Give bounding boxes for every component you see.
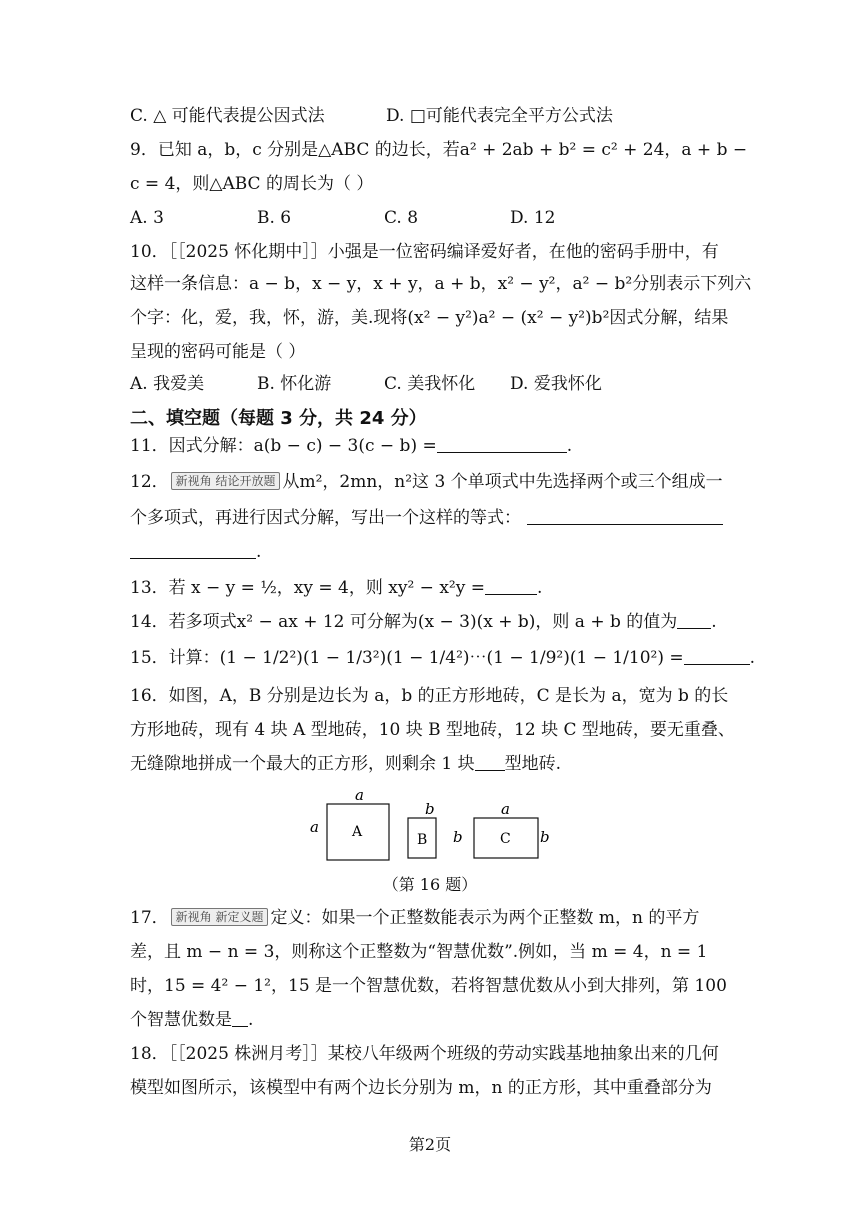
q9-option-c: C. 8 <box>384 208 419 228</box>
q15-end: . <box>749 648 756 668</box>
q12-text-2: 个多项式，再进行因式分解，写出一个这样的等式： <box>130 508 521 528</box>
q10-line-2: 这样一条信息：a − b，x − y，x + y，a + b，x² − y²，a² − b²分别表示下列六 <box>130 274 752 294</box>
q12-answer-blank-1[interactable] <box>527 506 723 525</box>
q17-number: 17． <box>130 908 169 928</box>
q14-end: . <box>711 612 717 632</box>
q18-line-1: 18．［［2025 株洲月考］］某校八年级两个班级的劳动实践基地抽象出来的几何 <box>130 1044 719 1064</box>
q14-text: 14．若多项式x² − ax + 12 可分解为(x − 3)(x + b)，则 a + b 的值为 <box>130 612 678 632</box>
label-B: B <box>417 832 428 848</box>
q13-answer-blank[interactable] <box>485 576 537 595</box>
q18-line-2: 模型如图所示，该模型中有两个边长分别为 m，n 的正方形，其中重叠部分为 <box>130 1078 712 1098</box>
label-a-top: a <box>355 790 364 804</box>
q9-option-d: D. 12 <box>510 208 556 228</box>
q16-answer-blank[interactable] <box>475 752 505 771</box>
q10-option-b: B. 怀化游 <box>257 374 332 394</box>
label-a-left: a <box>310 818 319 836</box>
q10-line-4: 呈现的密码可能是（ ） <box>130 342 306 362</box>
section-2-title: 二、填空题（每题 3 分，共 24 分） <box>130 408 427 429</box>
q11-text: 11．因式分解：a(b − c) − 3(c − b) = <box>130 436 437 456</box>
q12-line-3 <box>130 540 261 564</box>
q10-line-3: 个字：化，爱，我，怀，游，美.现将(x² − y²)a² − (x² − y²)b²因式分解，结果 <box>130 308 729 328</box>
label-a-top-c: a <box>501 800 510 818</box>
q17-line-3: 时，15 = 4² − 1²，15 是一个智慧优数，若将智慧优数从小到大排列，第 100 <box>130 976 727 996</box>
q14-answer-blank[interactable] <box>677 610 711 629</box>
q16-text-3: 无缝隙地拼成一个最大的正方形，则剩余 1 块 <box>130 754 475 774</box>
q11-line <box>130 434 572 458</box>
q17-line-1 <box>130 906 699 930</box>
q17-line-2: 差，且 m − n = 3，则称这个正整数为“智慧优数”.例如，当 m = 4，n = 1 <box>130 942 708 962</box>
q12-end: . <box>256 542 262 562</box>
q17-answer-blank[interactable] <box>232 1008 248 1027</box>
q9-line-2: c = 4，则△ABC 的周长为（ ） <box>130 174 374 194</box>
q12-line-1 <box>130 470 723 494</box>
q11-end: . <box>566 436 573 456</box>
label-b-right-c: b <box>540 828 550 846</box>
q16-line-1: 16．如图，A，B 分别是边长为 a，b 的正方形地砖，C 是长为 a，宽为 b 的长 <box>130 686 729 706</box>
q11-answer-blank[interactable] <box>437 434 567 453</box>
q9-option-b: B. 6 <box>257 208 292 228</box>
q12-number: 12． <box>130 472 169 492</box>
label-b-right: b <box>453 828 463 846</box>
q8-option-c: C. △ 可能代表提公因式法 <box>130 106 325 126</box>
q9-line-1: 9．已知 a，b，c 分别是△ABC 的边长，若a² + 2ab + b² = c² + 24，a + b − <box>130 140 748 160</box>
q16-end: 型地砖. <box>504 754 562 774</box>
tile-figure <box>300 790 560 866</box>
q15-line <box>130 646 755 670</box>
q17-text-1: 定义：如果一个正整数能表示为两个正整数 m，n 的平方 <box>270 908 700 928</box>
q17-end: . <box>248 1010 254 1030</box>
q13-end: . <box>536 578 543 598</box>
q15-answer-blank[interactable] <box>684 646 750 665</box>
q16-line-3 <box>130 752 561 776</box>
q10-line-1: 10．［［2025 怀化期中］］小强是一位密码编译爱好者，在他的密码手册中，有 <box>130 242 719 262</box>
q12-line-2 <box>130 506 723 530</box>
q15-text: 15．计算：(1 − 1/2²)(1 − 1/3²)(1 − 1/4²)⋯(1 − 1/9²)(1 − 1/10²) = <box>130 648 684 668</box>
figure-caption: （第 16 题） <box>382 875 478 894</box>
label-A: A <box>352 824 363 840</box>
q13-text: 13．若 x − y = ½，xy = 4，则 xy² − x²y = <box>130 578 485 598</box>
q17-tag-badge: 新视角 新定义题 <box>171 908 269 926</box>
q17-line-4 <box>130 1008 253 1032</box>
q17-text-4: 个智慧优数是 <box>130 1010 232 1030</box>
label-C: C <box>500 831 511 847</box>
q8-option-d: D. □可能代表完全平方公式法 <box>386 106 613 126</box>
q12-answer-blank-2[interactable] <box>130 540 256 559</box>
page-number: 第2页 <box>408 1135 452 1154</box>
q12-tag-badge: 新视角 结论开放题 <box>171 472 281 490</box>
q13-line <box>130 576 542 600</box>
label-b-top: b <box>425 800 435 818</box>
q12-text-1: 从m²，2mn，n²这 3 个单项式中先选择两个或三个组成一 <box>282 472 723 492</box>
q10-option-d: D. 爱我怀化 <box>510 374 602 394</box>
q16-line-2: 方形地砖，现有 4 块 A 型地砖，10 块 B 型地砖，12 块 C 型地砖，要无重叠、 <box>130 720 735 740</box>
q10-option-c: C. 美我怀化 <box>384 374 476 394</box>
q10-option-a: A. 我爱美 <box>130 374 205 394</box>
q14-line <box>130 610 717 634</box>
q9-option-a: A. 3 <box>130 208 164 228</box>
